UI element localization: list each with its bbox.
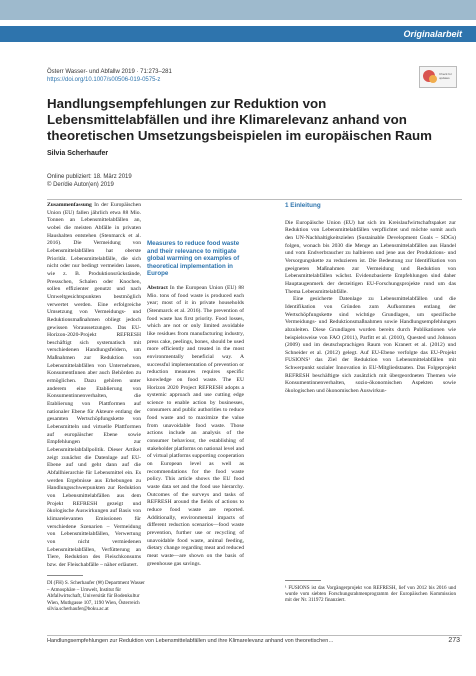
article-title: Handlungsempfehlungen zur Reduktion von Lebensmittelabfällen und ihre Klimarelevanz anhand von theoretischen Umsetzungsbeispielen im europäischen Raum (47, 96, 432, 143)
journal-citation: Österr Wasser- und Abfallw 2019 · 71:273–281 (47, 69, 172, 75)
crossmark-icon-accent (429, 75, 437, 83)
published-date: Online publiziert: 18. März 2019 (47, 174, 132, 180)
abstract-column (147, 202, 244, 568)
doi-link[interactable]: https://doi.org/10.1007/s00506-019-0575-z (47, 77, 161, 83)
affiliation-divider (47, 575, 83, 576)
section-label: Originalarbeit (403, 29, 462, 39)
top-banner (0, 0, 476, 20)
summary-text: In der Europäischen Union (EU) fallen jährlich etwa 88 Mio. Tonnen an Lebensmittelabfällen an, wobei die meisten Abfälle in privaten Haushalten entstehen (Stenmarck et al. 2016). Die Vermeidung von Lebensmittelabfällen hat oberste Priorität. Lebensmittelabfälle, die sich nicht oder nur bedingt vermeiden lassen, wie z. B. Produktionsrückstände, Pressschen, Schalen oder Knochen, sollen effizienter genutzt und nach Umweltgesichtspunkten bestmöglich verwertet werden. Eine erfolgreiche Umsetzung von Vermeidungs- und Reduktionsmaßnahmen obliegt jedoch gewissen Voraussetzungen. Das EU-Horizon-2020-Projekt REFRESH beschäftigt sich systematisch mit verschiedenen Handlungsfeldern, um Maßnahmen zur Reduktion von Lebensmittelabfällen von Unternehmen, KonsumentInnen aber auch Behörden zu ermöglichen. Dazu gehören unter anderem eine Etablierung von Konsumentinnenverhalten, die Etablierung von Plattformen auf nationaler Ebene für Akteure entlang der gesamten Wertschöpfungskette von Lebensmitteln und virtuelle Plattformen auf europäischer Ebene sowie Empfehlungen zur Lebensmittelabfallpolitik. Dieser Artikel zeigt zunächst die Datenlage auf EU-Ebene auf und geht dann auf die Abfallhierarchie für Lebensmittel ein. Es werden Ergebnisse aus Erhebungen zu Handlungsschwerpunkten zur Reduktion von Lebensmittelabfällen aus dem Projekt REFRESH gezeigt und ökologische Auswirkungen auf Basis von klimarelevanten Emissionen für verschiedene Szenarien – Vermeidung von Lebensmittelabfällen, Verwertung von nicht vermiedenen Lebensmittelabfällen, Verfütterung an Tiere, Reduktion des Fleischkonsums bzw. der Fleischabfälle – näher erläutert. (47, 202, 141, 568)
intro-paragraph-1: Die Europäische Union (EU) hat sich im Kreislaufwirtschaftspaket zur Reduktion von Lebensmittelabfällen verpflichtet und möchte somit auch den UN-Nachhaltigkeitszielen (Sustainable Development Goals – SDGs) folgen, wonach bis 2030 die Menge an Lebensmittelabfällen aus Handel und vom Endverbraucher zu halbieren und jene aus der Produktions- und Versorgungskette zu reduzieren ist. Die Bedeutung zur Identifikation von geeigneten Maßnahmen zur Vermeidung und Reduktion von Lebensmittelabfällen wächst. Evidenzbasierte Empfehlungen sind daher Hauptaugenmerk der derzeitigen EU-Forschungsprojekte rund um das Thema Lebensmittelabfälle. (285, 219, 456, 295)
introduction-column (285, 202, 456, 396)
footnote: ¹ FUSIONS ist das Vorgängerprojekt von REFRESH, lief von 2012 bis 2016 und wurde vom siebten Forschungsrahmenprogramm der Europäischen Kommission mit der Nr. 311972 finanziert. (285, 585, 456, 604)
author-name: Silvia Scherhaufer (47, 150, 109, 157)
abstract-text: In the European Union (EU) 88 Mio. tons of food waste is produced each year; most of it in private households (Stenmarck et al. 2016). The prevention of food waste has first priority. Food losses, which are not or only limited avoidable like residues from manufacturing industry, press cake, peelings, bones, should be used more efficiently and treated in the most environmentally beneficial way. A successful implementation of prevention or reduction measures requires specific knowledge on food waste. The EU Horizon 2020 Project REFRESH adopts a systemic approach and use cutting edge science to enable action by businesses, consumers and public authorities to reduce food waste and to maximize the value from unavoidable food waste. Those actions include an analysis of the consumer behaviour, the establishing of stakeholder platforms on national level and of virtual platforms supporting cooperation on European level as well as recommendations for the food waste policy. This article shows the EU food waste data set and the food use hierarchy. Outcomes of the surveys and tasks of REFRESH around the fields of actions to reduce food waste are reported. Additionally, environmental impacts of different reduction scenarios—food waste prevention, further use or recycling of unavoidable food waste, animal feeding, dietary change regarding meat and reduced meat waste—are shown on the basis of greenhouse gas savings. (147, 284, 244, 567)
publication-info (47, 173, 132, 189)
copyright: © Der/die Autor(en) 2019 (47, 182, 114, 188)
page-number: 273 (448, 637, 460, 644)
footer-divider (47, 635, 462, 636)
english-title: Measures to reduce food waste and their relevance to mitigate global warming on examples of theoretical implementation in Europe (147, 240, 240, 278)
summary-column (47, 202, 141, 570)
abstract-label: Abstract (147, 284, 168, 291)
divider (47, 199, 462, 200)
crossmark-badge[interactable] (419, 66, 457, 88)
running-footer: Handlungsempfehlungen zur Reduktion von Lebensmittelabfällen und ihre Klimarelevanz anhand von theoretischen… (47, 638, 334, 644)
crossmark-label: Check for updates (439, 72, 452, 80)
summary-label: Zusammenfassung (47, 202, 92, 208)
author-affiliation: DI (FH) S. Scherhaufer (✉) Department Wasser – Atmosphäre – Umwelt, Institut für Abfallwirtschaft, Universität für Bodenkultur Wien, Muthgasse 107, 1190 Wien, Österreich silvia.scherhaufer@boku.ac.at (47, 580, 145, 613)
footnote-divider (285, 580, 321, 581)
summary-continued-spacer (147, 202, 244, 224)
intro-paragraph-2: Eine gesicherte Datenlage zu Lebensmittelabfällen und die Identifikation von Gründen zum Aufkommen entlang der Wertschöpfungskette sind wichtige Grundlagen, um spezifische Vermeidungs- und Reduktionsmaßnahmen sowie Handlungsempfehlungen abzuleiten. Diese Grundlagen wurden bereits durch Publikationen wie beispielsweise von FAO (2011), Parfitt et al. (2010), Quested und Johnson (2009) und im deutschsprachigen Raum von Kranert et al. (2012) und Schneider et al. (2012) gelegt. Auf EU-Ebene verfolgte das EU-Projekt FUSIONS¹ das Ziel der Reduktion von Lebensmittelabfällen mit Schwerpunkt sozialer Innovation in EU-Mitgliedstaaten. Das Folgeprojekt REFRESH beschäftigte sich zusätzlich mit übergeordneten Themen wie Konsumentinnenverhalten, sozio-ökonomischen Aspekten sowie ökologischen und ökonomischen Auswirkun- (285, 296, 456, 395)
section-heading: 1 Einleitung (285, 202, 321, 209)
